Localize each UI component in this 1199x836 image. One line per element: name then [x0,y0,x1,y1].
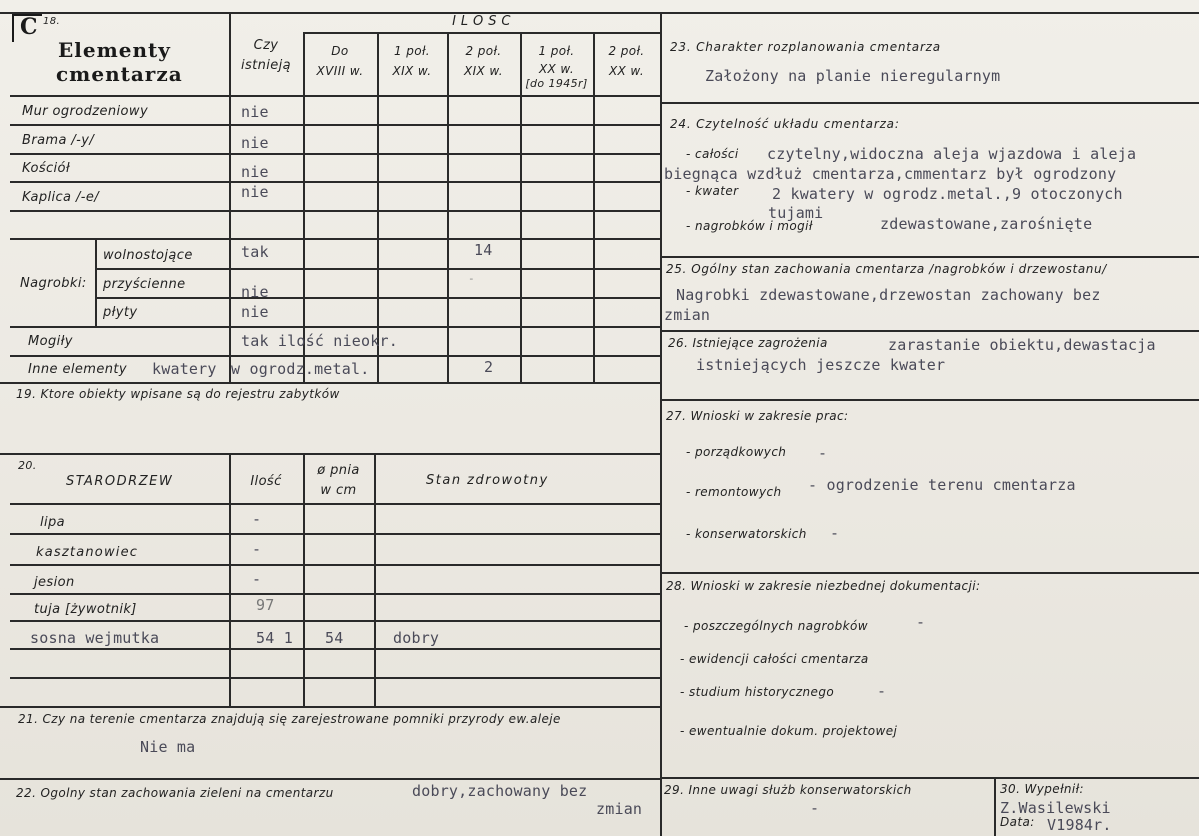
col-1xix-2: XIX w. [392,64,432,78]
hline [10,620,660,622]
row-inne-typed-label: kwatery [152,360,217,378]
hline [303,32,660,34]
s26-value-2: istniejących jeszcze kwater [696,356,946,374]
row-plyty-label: płyty [103,305,138,320]
tree-count: - [252,570,262,588]
title-line2: cmentarza [56,62,183,86]
s20-num: 20. [18,459,37,472]
s25-value-2: zmian [664,306,711,324]
s24-kwater-label: - kwater [686,184,739,198]
s23-value: Założony na planie nieregularnym [705,67,1001,85]
row-kosciol-value: nie [241,163,269,181]
hline [0,382,660,384]
s22-value-1: dobry,zachowany bez [412,782,588,800]
vline [303,32,305,382]
vline [593,32,595,382]
s27-porz: - porządkowych [686,445,787,459]
s24-calosci-label: - całości [686,147,739,161]
vline [374,453,376,706]
col-1xx-1: 1 poł. [538,44,575,58]
vline [377,32,379,382]
hline [10,677,660,679]
row-inne-value: w ogrodz.metal. [231,360,370,378]
hline [660,572,1199,574]
col-1xix-1: 1 poł. [393,44,431,58]
s20-col-pnia-2: w cm [320,483,357,498]
s20-col-pnia-1: ø pnia [317,463,360,478]
hline [10,355,660,357]
s28-a-value: - [916,613,926,631]
col-2xix-1: 2 poł. [465,44,502,58]
s24-calosci-value2: biegnąca wzdłuż cmentarza,cmmentarz był ogrodzony [664,165,1117,183]
tree-count: - [252,540,262,558]
row-brama-value: nie [241,134,269,152]
hline [660,399,1199,401]
s28-label: 28. Wnioski w zakresie niezbednej dokumentacji: [666,579,981,593]
hline [660,102,1199,104]
row-brama-label: Brama /-y/ [22,133,95,148]
s27-kons: - konserwatorskich [686,527,807,541]
s21-value: Nie ma [140,738,196,756]
row-wolno-value: tak [241,243,269,261]
row-plyty-value: nie [241,303,269,321]
col-2xx-2: XX w. [608,64,645,78]
s26-label: 26. Istniejące zagrożenia [668,336,828,350]
tree-count: - [252,510,262,528]
row-wolno-label: wolnostojące [103,248,193,263]
s28-c: - studium historycznego [680,685,835,699]
hline [10,210,660,212]
s21-label: 21. Czy na terenie cmentarza znajdują się zarejestrowane pomniki przyrody ew.aleje [18,712,561,726]
hline [10,238,660,240]
row-mur-value: nie [241,103,269,121]
tree-name: jesion [34,575,75,590]
hline [10,564,660,566]
s29-value: - [810,799,820,817]
row-inne-count: 2 [484,358,494,376]
row-kaplica-value: nie [241,183,269,201]
nagrobki-label: Nagrobki: [20,276,87,291]
row-przysc-mark: - [468,272,475,285]
s24-kwater-value2: tujami [768,204,824,222]
hline [95,297,660,299]
s29-label: 29. Inne uwagi służb konserwatorskich [664,783,912,797]
s24-calosci-value: czytelny,widoczna aleja wjazdowa i aleja [767,145,1137,163]
hline [10,648,660,650]
s30-date-label: Data: [1000,815,1035,829]
s23-label: 23. Charakter rozplanowania cmentarza [670,40,941,54]
vline [994,777,996,836]
col-xviii-2: XVIII w. [316,64,364,78]
col-2xix-2: XIX w. [463,64,504,78]
title-line1: Elementy [58,38,171,62]
tree-count: 97 [256,596,275,614]
tree-diameter: 54 [325,629,344,647]
hline [10,326,660,328]
row-mogily-value: tak ilość nieokr. [241,332,398,350]
row-inne-label: Inne elementy [28,362,127,377]
s28-d: - ewentualnie dokum. projektowej [680,724,898,738]
hline [0,453,660,455]
col-xviii-1: Do [331,44,349,58]
hline [10,95,660,97]
tree-count: 54 1 [256,629,293,647]
s22-value-2: zmian [596,800,643,818]
row-przysc-label: przyścienne [103,277,186,292]
s24-nagrobkow-value: zdewastowane,zarośnięte [880,215,1093,233]
s28-a: - poszczególnych nagrobków [684,619,868,633]
center-divider [660,12,662,836]
s27-porz-value: - [818,444,828,462]
hline [10,153,660,155]
s24-kwater-value: 2 kwatery w ogrodz.metal.,9 otoczonych [772,185,1123,203]
col-1xx-2: XX w. [538,62,575,76]
s28-b: - ewidencji całości cmentarza [680,652,869,666]
s27-rem: - remontowych [686,485,782,499]
hline [660,777,1199,779]
s22-label: 22. Ogolny stan zachowania zieleni na cmentarzu [16,786,334,800]
row-przysc-value: nie [241,283,269,301]
vline [447,32,449,382]
s24-nagrobkow-label: - nagrobków i mogił [686,219,813,233]
s24-label: 24. Czytelność układu cmentarza: [670,117,900,131]
hline [660,330,1199,332]
row-kosciol-label: Kościół [22,161,71,176]
s20-col-stan: Stan zdrowotny [426,473,549,488]
card-letter: C [20,14,39,40]
row-mur-label: Mur ogrodzeniowy [22,104,149,119]
hline [95,268,660,270]
hline [10,181,660,183]
col-2xx-1: 2 poł. [608,44,645,58]
s20-col-ilosc: Ilość [250,474,282,489]
hline [10,533,660,535]
s19-label: 19. Ktore obiekty wpisane są do rejestru zabytków [16,387,340,401]
row-wolno-count: 14 [474,241,493,259]
card-number: 18. [43,16,61,27]
tree-name: kasztanowiec [36,545,139,560]
s27-kons-value: - [830,524,840,542]
s30-label: 30. Wypełnił: [1000,782,1084,796]
hline [0,706,660,708]
hline [660,256,1199,258]
row-mogily-label: Mogiły [28,334,73,349]
row-kaplica-label: Kaplica /-e/ [22,190,99,205]
hline [10,503,660,505]
s27-rem-value: - ogrodzenie terenu cmentarza [808,476,1076,494]
s27-label: 27. Wnioski w zakresie prac: [666,409,849,423]
hline [10,124,660,126]
tree-state: dobry [393,629,440,647]
s25-label: 25. Ogólny stan zachowania cmentarza /nagrobków i drzewostanu/ [666,262,1107,276]
col-ilosc: I L O S C [452,14,511,29]
hline [10,593,660,595]
vline [229,453,231,706]
tree-name: sosna wejmutka [30,629,160,647]
s20-header: STARODRZEW [66,474,174,489]
s25-value-1: Nagrobki zdewastowane,drzewostan zachowany bez [676,286,1101,304]
col-czy-1: Czy [253,38,279,53]
tree-name: tuja [żywotnik] [34,602,137,617]
s28-c-value: - [877,682,887,700]
tree-name: lipa [40,515,66,530]
col-czy-2: istnieją [240,58,292,73]
col-1xx-3: [do 1945r] [525,77,588,90]
hline [0,778,660,780]
s30-date-value: V1984r. [1047,816,1112,834]
s30-name: Z.Wasilewski [1000,799,1111,817]
vline [95,238,97,326]
s26-value-1: zarastanie obiektu,dewastacja [888,336,1156,354]
